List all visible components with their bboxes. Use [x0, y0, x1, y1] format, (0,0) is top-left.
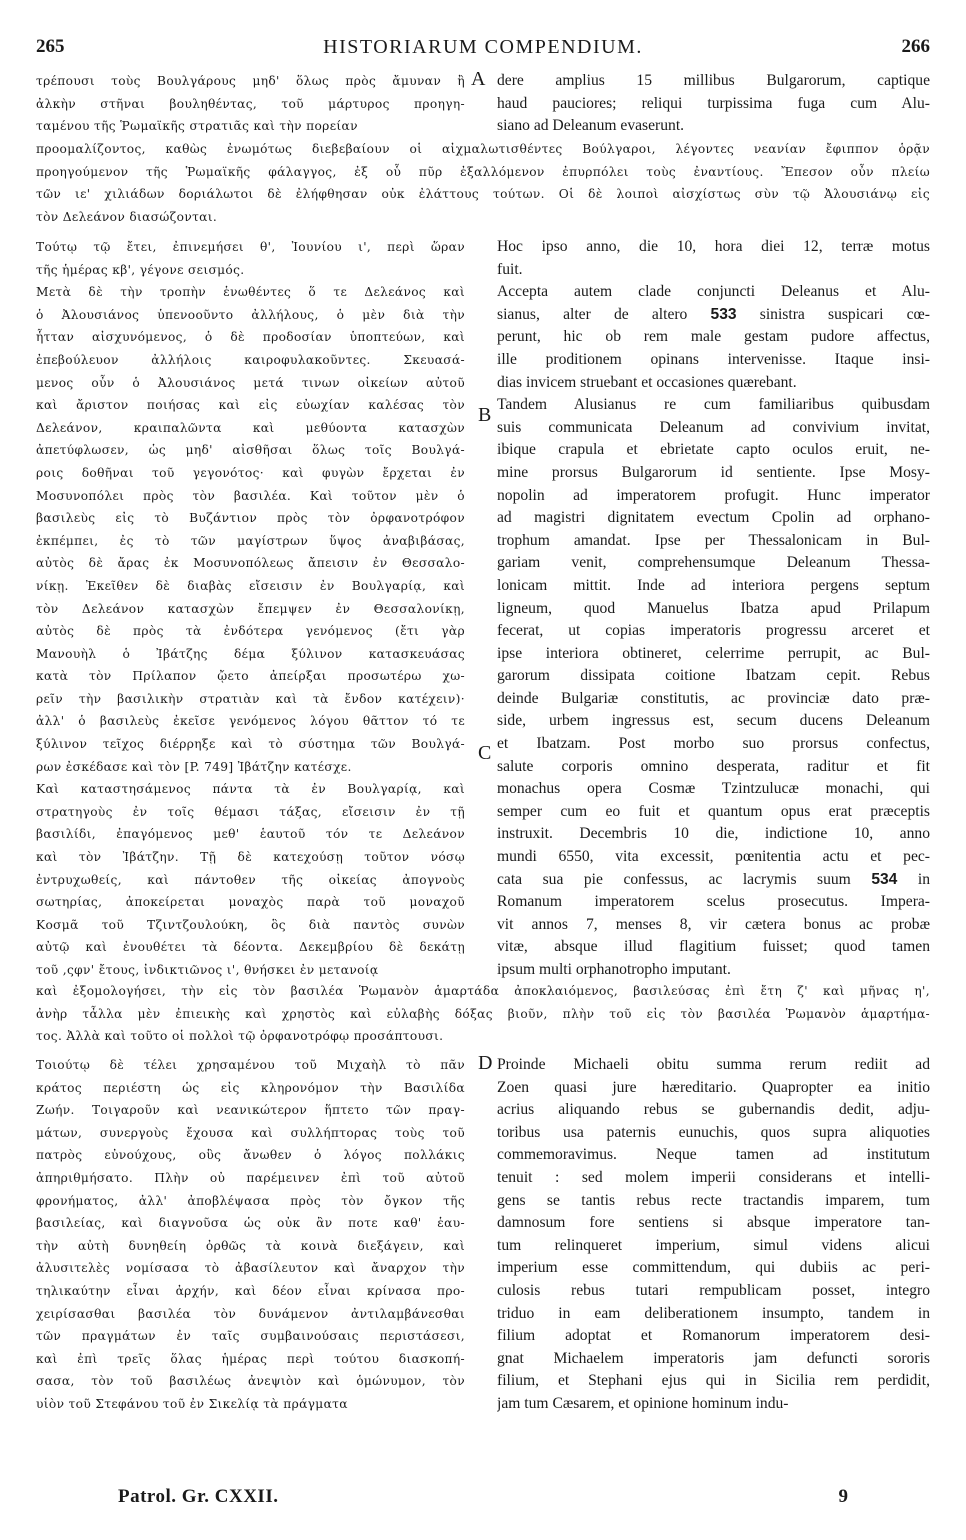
text-line: ρων ἐσκέδασε καὶ τὸν [P. 749] Ἰβάτζην κατέσχε. — [36, 759, 352, 774]
text-line: filium adoptat et Romanorum imperatorem desi- — [497, 1327, 930, 1345]
margin-marker-d: D — [478, 1052, 493, 1074]
text-line: Hoc ipso anno, die 10, hora diei 12, terræ motus — [497, 238, 930, 255]
text-line: dere amplius 15 millibus Bulgarorum, captique — [497, 72, 930, 89]
text-line: ibique crapula et ebrietate capto oculos eruit, ne- — [497, 441, 930, 459]
text-line: gnat Michaelem imperatoris jam defuncti sororis — [497, 1349, 930, 1367]
text-line: gens se tantis rebus recte tractandis imparem, tum — [497, 1191, 930, 1209]
text-line: Τούτῳ τῷ ἔτει, ἐπινεμήσει θ', Ἰουνίου ι', περὶ ὥραν — [36, 240, 465, 254]
latin-column-section-3 — [497, 1054, 930, 1416]
text-line: jam tum Cæsarem, et opinione hominum indu- — [497, 1394, 789, 1412]
margin-marker-c: C — [478, 742, 492, 764]
text-line: fuit. — [497, 260, 523, 278]
text-line: τρέπουσι τοὺς Βουλγάρους μηδ' ὅλως πρὸς ἄμυναν ἢ — [36, 74, 465, 88]
text-line: et Ibatzam. Post morbo suo prorsus confectus, — [497, 735, 930, 753]
text-line: fecerat, ut copias imperatoris progressu arceret et — [497, 622, 930, 640]
text-line: toribus usa paternis eunuchis, quos supra aliquoties — [497, 1123, 930, 1141]
text-line: dias invicem struebant et occasiones quærebant. — [497, 373, 797, 391]
text-line: ἐντρυχωθείς, καὶ πάντοθεν τῆς οἰκείας ἀπογνοὺς — [36, 872, 465, 887]
text-line: Μετὰ δὲ τὴν τροπὴν ἑνωθέντες ὅ τε Δελεάνος καὶ — [36, 285, 465, 300]
margin-marker-a: A — [471, 68, 486, 90]
text-line: αὐτὸς δὲ πρὸς τὰ ἐνδότερα γενόμενος (ἔτι γὰρ — [36, 624, 465, 639]
text-line: χειρίσασθαι βασιλέα τὸν δυνάμενον ἀντιλαμβάνεσθαι — [36, 1306, 465, 1321]
text-line: ἀπηριθμήσατο. Πλὴν οὐ παρέμεινεν ἐπὶ τοῦ αὐτοῦ — [36, 1170, 465, 1185]
greek-fullwidth-paragraph-1 — [36, 138, 930, 228]
text-line: Μανουὴλ ὁ Ἰβάτζης δέμα ξύλινον κατασκευάσας — [36, 646, 465, 661]
text-line: Ζωήν. Τοιγαροῦν καὶ νεανικώτερον ἥπτετο τῶν πραγ- — [36, 1103, 465, 1118]
text-line: βασιλείας, καὶ διαγνοῦσα ὡς οὐκ ἂν ποτε καθ' ἑαυ- — [36, 1216, 465, 1231]
text-line: Δελεάνον, κραιπαλῶντα καὶ μεθύοντα κατασχὼν — [36, 420, 465, 435]
text-line: gariam venit, comprehensumque Deleanum Thessa- — [497, 554, 930, 572]
column-number: 534 — [871, 870, 898, 888]
text-line: τὸν Δελεάνον κατασχὼν ἔπεμψεν ἐν Θεσσαλονίκῃ, — [36, 601, 465, 616]
text-line: τῆς ἡμέρας κβ', γέγονε σεισμός. — [36, 262, 245, 277]
text-line: triduo in eam deliberationem insumpto, tandem in — [497, 1304, 930, 1322]
column-number: 533 — [710, 305, 737, 323]
text-line: τηλικαύτην εἶναι ἀρχήν, καὶ δέον εἶναι κρίνασα προ- — [36, 1283, 465, 1298]
text-line: cata sua pie confessus, ac lacrymis suum 534 in — [497, 870, 930, 888]
text-line: μενος οὖν ὁ Ἀλουσιάνος μετά τινων οἰκείων αὐτοῦ — [36, 375, 465, 390]
text-line: ligneum, quod Manuelus Ibatza apud Prilapum — [497, 599, 930, 617]
text-line: ταμένου τῆς Ῥωμαϊκῆς στρατιᾶς καὶ τὴν πορείαν — [36, 119, 358, 134]
text-line: τῶν ιε' χιλιάδων δοριάλωτοι δὲ ἐλήφθησαν οὐκ ἐλάττους τούτων. Οἱ δὲ λοιποὶ αἰσχίστως σὺν τῷ Ἀλουσιάνῳ εἰς — [36, 187, 930, 202]
text-line: μάτων, συνεργοὺς ἔχουσα καὶ συλλήπτορας τοὺς τοῦ — [36, 1125, 465, 1140]
text-line: καὶ ἐπὶ τρεῖς ὅλας ἡμέρας περὶ τούτου διασκοπή- — [36, 1351, 465, 1366]
text-line: ἀλλ' ὁ βασιλεὺς ἐκεῖσε γενόμενος λόγου θᾶττον τό τε — [36, 714, 465, 729]
text-line: ἧτταν αἰσχυνόμενος, ὁ δὲ προδοσίαν ὑποπτεύων, καὶ — [36, 330, 465, 345]
text-line: ὁ Ἀλουσιάνος ὑπενοοῦντο ἀλλήλους, ὁ μὲν διὰ τὴν — [36, 307, 465, 322]
text-line: commemoravimus. Neque tamen ad institutum — [497, 1146, 930, 1164]
greek-column-section-3 — [36, 1054, 465, 1416]
text-line: ρεῖν τὴν βασιλικὴν στρατιὰν καὶ τὰ ἔνδον κατέχειν)· — [36, 691, 465, 706]
text-line: instruxit. Decembris 10 die, indictione 10, anno — [497, 825, 930, 843]
text-line: monachus opera Cosmæ Tzintzulucæ monachi, qui — [497, 780, 930, 798]
text-line: Μοσυνοπόλει πρὸς τὸν βασιλέα. Καὶ τοῦτον μὲν ὁ — [36, 488, 465, 503]
text-line: ἀπετύφλωσεν, ὡς μηδ' αἰσθῆσαι ὅλως τοῖς Βουλγά- — [36, 443, 465, 458]
text-line: ipse interiora obtineret, celerrime perrupit, ac Bul- — [497, 644, 930, 662]
text-line: Tandem Alusianus re cum familiaribus quibusdam — [497, 396, 930, 414]
text-line: perunt, hic ob rem male gestam pudore affectus, — [497, 328, 930, 346]
text-line: ξύλινον τεῖχος διέρρηξε καὶ τὸ σύστημα τῶν Βουλγά- — [36, 737, 465, 752]
text-line: damnosum fore sentiens si absque imperatore tan- — [497, 1214, 930, 1232]
text-line: τος. Ἀλλὰ καὶ τοῦτο οἱ πολλοὶ τῷ ὀρφανοτρόφῳ προσάπτουσι. — [36, 1029, 444, 1044]
greek-column-section-2 — [36, 236, 465, 982]
text-line: Zoen quasi jure hæreditario. Quapropter ea initio — [497, 1078, 930, 1096]
text-line: βασιλεὺς εἰς τὸ Βυζάντιον πρὸς τὸν ὀρφανοτρόφον — [36, 511, 465, 526]
text-line: Proinde Michaeli obitu summa rerum rediit ad — [497, 1056, 930, 1073]
text-line: κατὰ τὸν Πρίλαπον ᾤετο ἀπείρξαι προσωτέρω χω- — [36, 669, 465, 684]
text-line: siano ad Deleanum evaserunt. — [497, 117, 685, 135]
page-number-left: 265 — [36, 36, 65, 57]
text-line: καὶ τὸν Ἰβάτζην. Τῇ δὲ κατεχούσῃ τοῦτον νόσῳ — [36, 850, 465, 865]
text-line: κράτος περιέστη ὡς εἰς κληρονόμον τὴν Βασιλίδα — [36, 1080, 465, 1095]
text-line: υἱὸν τοῦ Στεφάνου τοῦ ἐν Σικελίᾳ τὰ πράγματα — [36, 1396, 348, 1411]
text-line: imperium esse committendum, qui dubiis ac peri- — [497, 1259, 930, 1277]
text-line: ille proditionem opinans intervenisse. Itaque insi- — [497, 350, 930, 368]
text-line: garorum dissipata coitione Ibatzam cepit. Rebus — [497, 667, 930, 685]
text-line: suis communicata Deleanum ad convivium invitat, — [497, 418, 930, 436]
text-line: sianus, alter de altero 533 sinistra suspicari cœ- — [497, 305, 930, 323]
latin-column-section-2 — [497, 236, 930, 982]
text-line: vit annos 7, menses 8, vir cætera bonus ac probæ — [497, 915, 930, 933]
text-line: Καὶ καταστησάμενος πάντα τὰ ἐν Βουλγαρίᾳ, καὶ — [36, 782, 465, 797]
text-line: tenuit : sed molem imperii considerans et intelli- — [497, 1168, 930, 1186]
text-line: side, urbem ingressus est, secum ducens Deleanum — [497, 712, 930, 730]
text-line: προομαλίζοντος, καθὼς ἐνωμότως διεβεβαίουν οἱ αἰχμαλωτισθέντες Βούλγαροι, λέγοντες νεανίαν ἔφιππον ὁρᾷν — [36, 142, 930, 156]
text-line: deinde Bulgariæ constitutis, ac provinciæ dato præ- — [497, 689, 930, 707]
text-line: ipsum multi orphanotropho imputant. — [497, 961, 731, 978]
running-title: HISTORIARUM COMPENDIUM. — [323, 36, 643, 58]
text-line: καὶ ἐξομολογήσει, τὴν εἰς τὸν βασιλέα Ῥωμανὸν ἁμαρτάδα ἀποκλαιόμενος, βασιλεύσας ἐπὶ ἔτη ζ' καὶ μῆνας η', — [36, 984, 930, 998]
text-line: Romanum imperatorem scelus prosecutus. Impera- — [497, 893, 930, 911]
text-line: ἀλκὴν στῆναι βουληθέντας, τοῦ μάρτυρος προηγη- — [36, 96, 465, 111]
footer-source: Patrol. Gr. CXXII. — [118, 1486, 279, 1507]
text-line: ἐπεβούλευον ἀλλήλοις καιροφυλακοῦντες. Σκευασά- — [36, 352, 465, 367]
text-line: φρονήματος, ἀλλ' ἀποβλέψασα πρὸς τὸν ὄγκον τῆς — [36, 1193, 465, 1208]
text-line: νίκῃ. Ἐκεῖθεν δὲ διαβὰς εἴσεισιν ἐν Βουλγαρίᾳ, καὶ — [36, 578, 465, 593]
text-line: ἀνὴρ τἆλλα μὲν ἐπιεικὴς καὶ χρηστὸς καὶ εὐλαβὴς δόξας βιοῦν, πλὴν τοῦ εἰς τὸν βασιλέα Ῥωμανὸν ἁμαρτήμα- — [36, 1006, 930, 1021]
text-line: αὐτὸς δὲ ἄρας ἐκ Μοσυνοπόλεως ἄπεισιν ἐν Θεσσαλο- — [36, 556, 465, 571]
text-line: σασα, τὸν τοῦ βασιλέως ἀνεψιὸν καὶ ὁμώνυμον, τὸν — [36, 1374, 465, 1389]
text-line: ροις δοθῆναι τοῦ γεγονότος· καὶ φυγὼν ἔρχεται ἐν — [36, 465, 465, 480]
text-line: mundi 6550, vita excessit, pœnitentia actu et pec- — [497, 848, 930, 866]
text-line: στρατηγοὺς ἐν τοῖς θέμασι τάξας, εἴσεισιν ἐν τῇ — [36, 804, 465, 819]
text-line: τῶν πραγμάτων ἐν ταῖς συμβαινούσαις περιστάσεσι, — [36, 1329, 465, 1344]
text-line: tum relinqueret imperium, simul videns alicui — [497, 1236, 930, 1254]
text-line: τοῦ ,ςφν' ἔτους, ἰνδικτιῶνος ι', θνήσκει ἐν μετανοίᾳ — [36, 963, 379, 977]
text-line: ἀλυσιτελὲς νομίσασα τὸ ἀβασίλευτον καὶ ἄναρχον τὴν — [36, 1261, 465, 1276]
text-line: mine prorsus Bulgarorum id sentiente. Ipse Mosy- — [497, 463, 930, 481]
text-line: αὐτῷ καὶ ἐνουθέτει τὰ δέοντα. Δεκεμβρίου δὲ δεκάτῃ — [36, 940, 465, 955]
text-line: προηγούμενον τῆς Ῥωμαϊκῆς φάλαγγος, ἐξ οὗ πῦρ ἐξαλλόμενον ἐπυρπόλει τοὺς ἐναντίους. Ἔπεσον οὖν πλείω — [36, 164, 930, 179]
text-line: semper cum eo fuit et quantum opus erat præceptis — [497, 802, 930, 820]
text-line: βασιλίδι, ἐπαγόμενος μεθ' ἑαυτοῦ τόν τε Δελεάνον — [36, 827, 465, 842]
text-line: lonicam mittit. Inde ad interiora pergens septum — [497, 576, 930, 594]
text-line: τὸν Δελεάνον διασώζονται. — [36, 209, 218, 224]
text-line: nopolin ad imperatorem profugit. Hunc imperator — [497, 486, 930, 504]
text-line: ἐκπέμπει, ἐς τὸ τῶν μαγίστρων ὕψος ἀναβιβάσας, — [36, 533, 465, 548]
text-line: Τοιούτῳ δὲ τέλει χρησαμένου τοῦ Μιχαὴλ τὸ πᾶν — [36, 1058, 465, 1072]
text-line: Κοσμᾶ τοῦ Τζιντζουλούκη, ὃς διὰ παντὸς συνὼν — [36, 917, 465, 932]
page-footer — [118, 1486, 848, 1516]
greek-column-section-1 — [36, 70, 465, 138]
text-line: vitæ, absque illud flagitium fuisset; quod tamen — [497, 938, 930, 956]
footer-signature: 9 — [838, 1486, 848, 1507]
text-line: filium, et Stephani ejus qui in Sicilia rem perdidit, — [497, 1372, 930, 1390]
running-header — [36, 36, 930, 66]
latin-column-section-1 — [497, 70, 930, 138]
greek-fullwidth-paragraph-2 — [36, 980, 930, 1048]
text-line: salute corporis omnino desperata, raditur et fit — [497, 757, 930, 775]
text-line: σωτηρίας, ἀποκείρεται μοναχὸς παρὰ τοῦ μοναχοῦ — [36, 895, 465, 910]
text-line: culosis rebus tutari rempublicam posset, integro — [497, 1281, 930, 1299]
text-line: τὴν αὐτὴ δυνηθείη ὀρθῶς τὰ κοινὰ διεξάγειν, καὶ — [36, 1238, 465, 1253]
text-line: acrius aliquando rebus se gubernandis dedit, adju- — [497, 1101, 930, 1119]
text-line: ad magistri dignitatem evectum Cpolin ad orphano- — [497, 509, 930, 527]
page-number-right: 266 — [901, 36, 930, 57]
text-line: Accepta autem clade conjuncti Deleanus et Alu- — [497, 283, 930, 301]
text-line: haud pauciores; reliqui turpissima fuga cum Alu- — [497, 94, 930, 112]
margin-marker-b: B — [478, 404, 492, 426]
text-line: πατρὸς εὐνούχους, οὓς ἄνωθεν ὁ λόγος πολλάκις — [36, 1148, 465, 1163]
text-line: trophum amandat. Ipse per Thessalonicam in Bul- — [497, 531, 930, 549]
text-line: καὶ ἄριστον ποιήσας καὶ εἰς εὐωχίαν καλέσας τὸν — [36, 398, 465, 413]
